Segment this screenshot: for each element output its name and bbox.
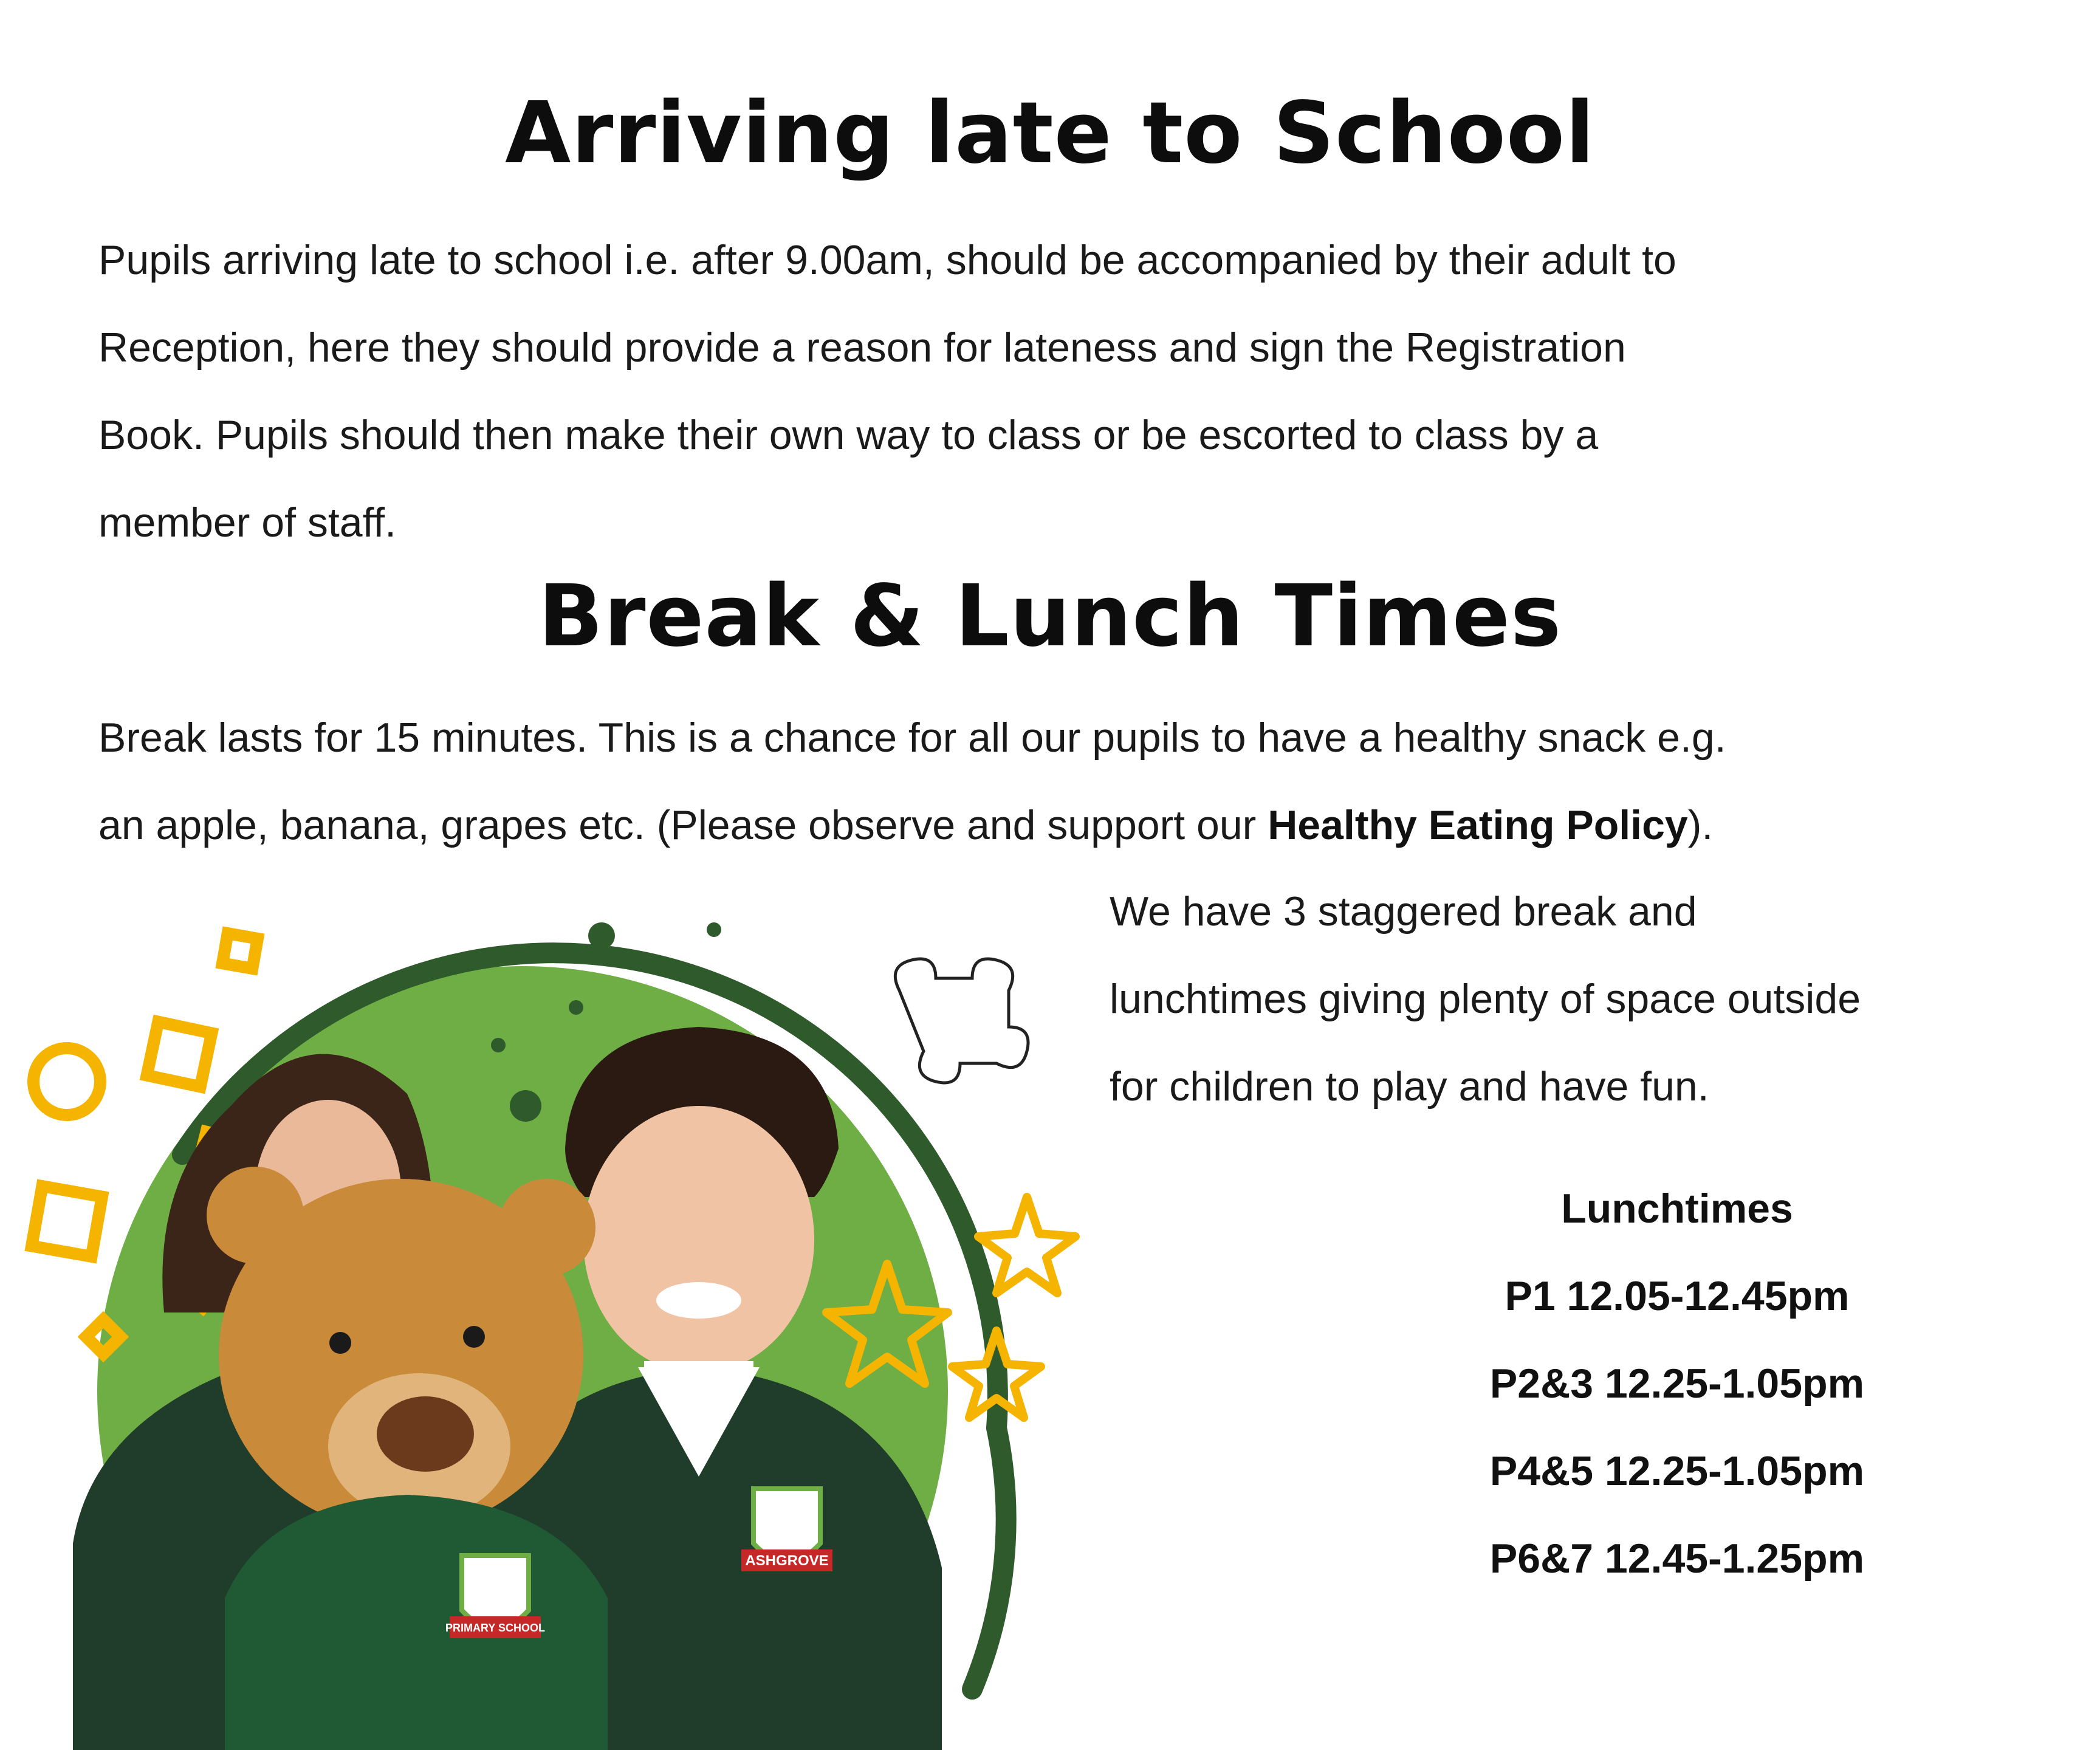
late-line-4: member of staff.: [98, 499, 397, 546]
break-line-2-end: ).: [1687, 802, 1714, 848]
lunch-row-p1: P1 12.05-12.45pm: [1505, 1273, 1850, 1319]
staggered-line-3: for children to play and have fun.: [1110, 1063, 1709, 1110]
puzzle-piece-icon: [895, 959, 1028, 1083]
lunchtimes-heading: Lunchtimes: [1561, 1186, 1793, 1232]
children-with-teddy-photo: [0, 851, 1094, 1750]
break-heading: Break & Lunch Times: [538, 567, 1562, 666]
teddy-bear: [207, 1167, 608, 1750]
late-heading: Arriving late to School: [504, 84, 1596, 183]
lunch-row-p4-5: P4&5 12.25-1.05pm: [1489, 1448, 1865, 1494]
break-line-2-text: an apple, banana, grapes etc. (Please observe and support our: [98, 802, 1268, 848]
break-line-1: Break lasts for 15 minutes. This is a chance for all our pupils to have a healthy snack e.g.: [98, 715, 1726, 761]
late-line-2: Reception, here they should provide a reason for lateness and sign the Registration: [98, 324, 1626, 371]
lunch-row-p2-3: P2&3 12.25-1.05pm: [1489, 1361, 1865, 1407]
lunch-row-p6-7: P6&7 12.45-1.25pm: [1489, 1536, 1865, 1582]
late-line-1: Pupils arriving late to school i.e. after 9.00am, should be accompanied by their adult to: [98, 237, 1676, 283]
badge-text-boy: ASHGROVE: [745, 1553, 829, 1569]
staggered-line-2: lunchtimes giving plenty of space outside: [1110, 976, 1861, 1022]
badge-text-bear: PRIMARY SCHOOL: [445, 1622, 546, 1634]
late-line-3: Book. Pupils should then make their own way to class or be escorted to class by a: [98, 412, 1599, 458]
staggered-line-1: We have 3 staggered break and: [1110, 888, 1697, 935]
healthy-eating-policy: Healthy Eating Policy: [1268, 802, 1688, 848]
